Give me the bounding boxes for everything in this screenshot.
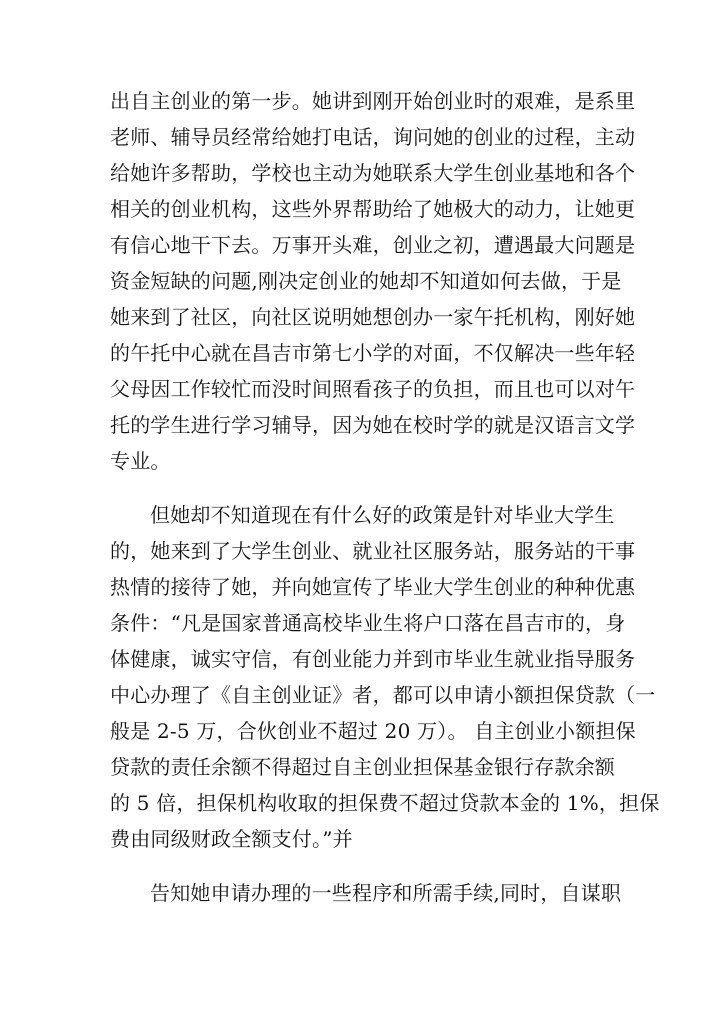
text-line-5: 有信心地干下去。万事开头难，创业之初，遭遇最大问题是	[110, 233, 636, 257]
text-line-10: 托的学生进行学习辅导，因为她在校时学的就是汉语言文学	[110, 413, 636, 437]
text-line-16: 体健康，诚实守信，有创业能力并到市毕业生就业指导服务	[110, 647, 636, 671]
text-line-19: 贷款的责任余额不得超过自主创业担保基金银行存款余额	[110, 755, 615, 779]
text-line-22: 告知她申请办理的一些程序和所需手续,同时，自谋职	[150, 881, 622, 905]
text-line-4: 相关的创业机构，这些外界帮助给了她极大的动力，让她更	[110, 197, 636, 221]
text-line-7: 她来到了社区，向社区说明她想创办一家午托机构，刚好她	[110, 305, 636, 329]
text-line-13: 的，她来到了大学生创业、就业社区服务站，服务站的干事	[110, 539, 636, 563]
text-line-14: 热情的接待了她，并向她宣传了毕业大学生创业的种种优惠	[110, 575, 636, 599]
text-line-20: 的 5 倍，担保机构收取的担保费不超过贷款本金的 1%，担保	[110, 791, 660, 815]
text-line-17: 中心办理了《自主创业证》者，都可以申请小额担保贷款（一	[110, 683, 656, 707]
text-line-6: 资金短缺的问题,刚决定创业的她却不知道如何去做，于是	[110, 269, 622, 293]
text-line-18: 般是 2-5 万，合伙创业不超过 20 万）。 自主创业小额担保	[110, 719, 636, 743]
text-line-9: 父母因工作较忙而没时间照看孩子的负担，而且也可以对午	[110, 377, 636, 401]
text-line-15: 条件：“凡是国家普通高校毕业生将户口落在昌吉市的，身	[110, 611, 626, 635]
text-line-8: 的午托中心就在昌吉市第七小学的对面，不仅解决一些年轻	[110, 341, 636, 365]
text-line-1: 出自主创业的第一步。她讲到刚开始创业时的艰难，是系里	[110, 89, 636, 113]
text-line-12: 但她却不知道现在有什么好的政策是针对毕业大学生	[150, 503, 615, 527]
text-line-3: 给她许多帮助，学校也主动为她联系大学生创业基地和各个	[110, 161, 636, 185]
text-line-21: 费由同级财政全额支付。”并	[110, 827, 353, 851]
text-line-2: 老师、辅导员经常给她打电话，询问她的创业的过程，主动	[110, 125, 636, 149]
text-line-11: 专业。	[110, 449, 171, 473]
